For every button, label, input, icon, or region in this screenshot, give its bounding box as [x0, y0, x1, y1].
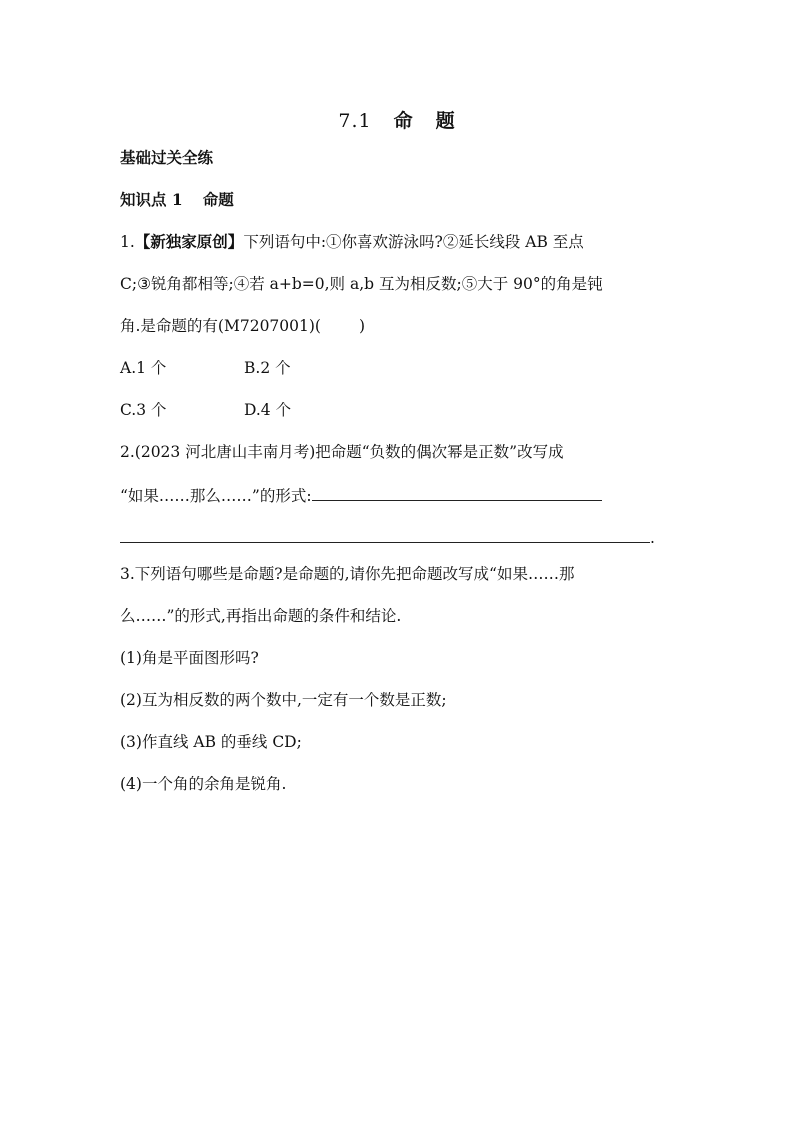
page-title	[0, 106, 794, 133]
question-1-tag: 【新独家原创】	[134, 232, 244, 251]
question-1-option-a: A.1 个	[120, 359, 167, 377]
question-1-option-c: C.3 个	[120, 401, 167, 419]
question-2-text-2: “如果……那么……”的形式:	[120, 487, 312, 505]
question-1-option-b: B.2 个	[244, 359, 291, 377]
question-1-paren-close: )	[358, 317, 366, 335]
answer-blank-2[interactable]	[120, 526, 650, 543]
question-2-end-mark: .	[650, 529, 655, 547]
knowledge-point-heading	[120, 190, 234, 210]
question-2-line-3	[120, 526, 655, 548]
answer-blank-1[interactable]	[312, 484, 602, 501]
question-3-item-3: (3)作直线 AB 的垂线 CD;	[120, 733, 302, 751]
section-heading: 基础过关全练	[120, 148, 214, 167]
question-3-item-2: (2)互为相反数的两个数中,一定有一个数是正数;	[120, 691, 447, 709]
question-2-line-1: 2.(2023 河北唐山丰南月考)把命题“负数的偶次幂是正数”改写成	[120, 443, 564, 461]
knowledge-point-name: 命题	[202, 190, 234, 209]
knowledge-point-label: 知识点 1	[120, 190, 183, 209]
question-1-number: 1.	[120, 233, 135, 251]
question-3-item-4: (4)一个角的余角是锐角.	[120, 775, 287, 793]
question-1-option-d: D.4 个	[244, 401, 292, 419]
question-1-line-2: C;③锐角都相等;④若 a+b=0,则 a,b 互为相反数;⑤大于 90°的角是钝	[120, 275, 603, 293]
question-1-line-3	[120, 316, 365, 336]
question-3-line-2: 么……”的形式,再指出命题的条件和结论.	[120, 607, 402, 625]
question-1-text-3: 角.是命题的有(M7207001)(	[120, 317, 321, 335]
title-word-2: 题	[435, 110, 456, 132]
question-3-line-1: 3.下列语句哪些是命题?是命题的,请你先把命题改写成“如果……那	[120, 565, 575, 583]
question-1-text-1: 下列语句中:①你喜欢游泳吗?②延长线段 AB 至点	[243, 233, 584, 251]
title-word-1: 命	[393, 110, 414, 132]
question-1-line-1	[120, 232, 584, 252]
question-3-item-1: (1)角是平面图形吗?	[120, 649, 259, 667]
question-2-line-2	[120, 484, 602, 506]
title-number: 7.1	[338, 110, 372, 132]
